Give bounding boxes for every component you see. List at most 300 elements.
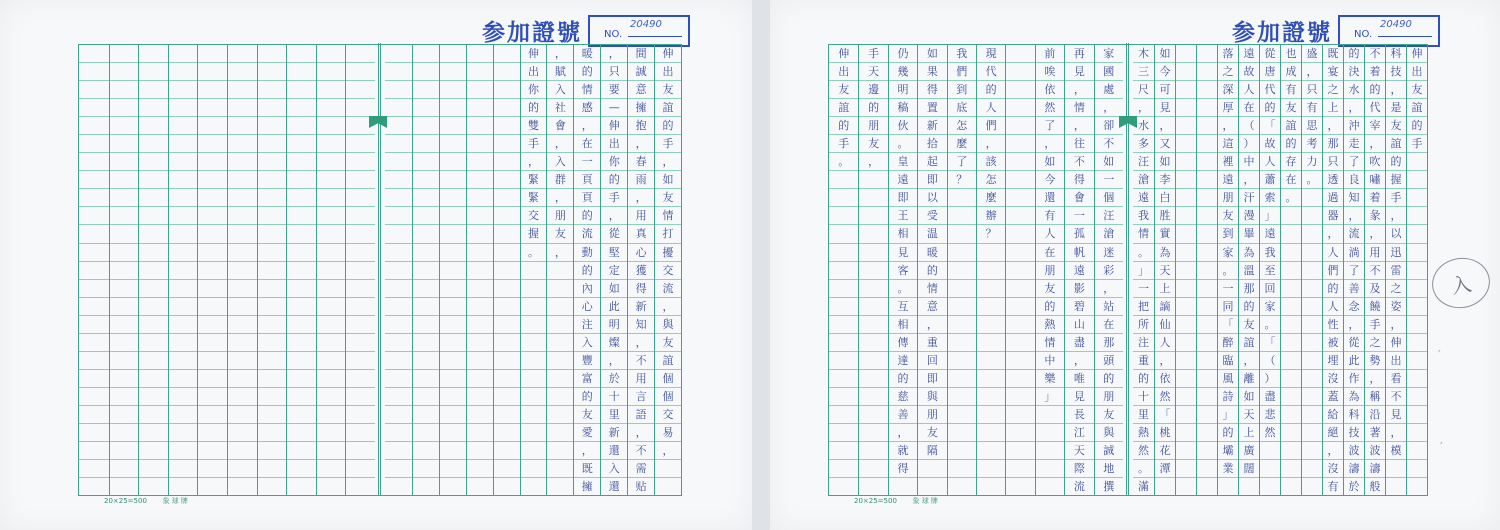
grid-column <box>1280 45 1301 495</box>
grid-cell <box>317 369 346 387</box>
grid-cell <box>1006 477 1034 495</box>
grid-cell <box>1006 459 1034 477</box>
grid-cell <box>110 351 139 369</box>
grid-cell: 如 <box>926 47 938 61</box>
grid-cell: 此 <box>1344 351 1364 369</box>
grid-cell <box>829 224 858 242</box>
grid-cell <box>1302 224 1322 242</box>
grid-cell: 們 <box>1323 261 1343 279</box>
grid-center-fold <box>1126 43 1129 495</box>
grid-cell <box>1197 45 1217 62</box>
grid-cell <box>494 333 520 351</box>
grid-cell <box>1302 369 1322 387</box>
grid-cell: 見 <box>889 243 917 261</box>
grid-cell <box>385 441 412 459</box>
grid-cell <box>346 351 375 369</box>
grid-cell: 的 <box>574 261 600 279</box>
grid-cell <box>346 333 375 351</box>
grid-cell <box>1006 188 1034 206</box>
grid-cell <box>1302 477 1322 495</box>
grid-column <box>976 45 1005 495</box>
grid-cell <box>977 387 1005 405</box>
grid-cell <box>139 224 168 242</box>
grid-cell: 在 <box>1095 315 1123 333</box>
grid-cell: 重 <box>1133 351 1154 369</box>
grid-cell <box>139 351 168 369</box>
grid-cell <box>198 170 227 188</box>
grid-cell: 還 <box>601 441 627 459</box>
grid-cell: 不 <box>1386 387 1406 405</box>
grid-cell: 心 <box>628 243 654 261</box>
grid-cell: 着 <box>1365 188 1385 206</box>
grid-cell: ， <box>1386 315 1406 333</box>
grid-cell: 雙 <box>521 116 547 134</box>
grid-cell: 之 <box>1323 80 1343 98</box>
grid-cell: 謫 <box>1155 297 1175 315</box>
grid-cell <box>228 134 257 152</box>
grid-cell: 友 <box>574 405 600 423</box>
grid-cell: 姿 <box>1386 297 1406 315</box>
grid-cell: 入 <box>547 152 573 170</box>
grid-cell: 」 <box>1036 387 1064 405</box>
grid-cell: 之 <box>1218 62 1238 80</box>
grid-cell <box>169 45 198 62</box>
grid-cell <box>1302 441 1322 459</box>
grid-cell <box>977 477 1005 495</box>
grid-cell: 新 <box>601 423 627 441</box>
grid-cell: 醉 <box>1218 333 1238 351</box>
grid-cell: 出 <box>601 134 627 152</box>
grid-cell: 的 <box>601 170 627 188</box>
grid-cell: 代 <box>1365 98 1385 116</box>
grid-column <box>345 45 375 495</box>
grid-cell <box>859 369 887 387</box>
grid-cell: 會 <box>1065 188 1093 206</box>
grid-cell: 站 <box>1095 297 1123 315</box>
grid-cell <box>169 315 198 333</box>
grid-cell <box>110 98 139 116</box>
grid-cell <box>169 206 198 224</box>
grid-cell <box>1176 224 1196 242</box>
grid-cell <box>413 134 439 152</box>
grid-cell <box>467 62 493 80</box>
grid-cell: 的 <box>829 116 858 134</box>
grid-cell: 還 <box>601 477 627 495</box>
grid-cell <box>1386 459 1406 477</box>
grid-cell <box>494 315 520 333</box>
grid-cell <box>1176 333 1196 351</box>
grid-cell <box>139 188 168 206</box>
grid-cell <box>317 279 346 297</box>
grid-cell: ， <box>601 206 627 224</box>
grid-cell: 既 <box>1327 47 1339 61</box>
grid-cell: ， <box>547 188 573 206</box>
grid-cell: 即 <box>889 188 917 206</box>
grid-column <box>1406 45 1427 495</box>
grid-cell: 伸 <box>1386 333 1406 351</box>
grid-cell <box>413 116 439 134</box>
grid-cell <box>440 333 466 351</box>
grid-cell <box>1176 387 1196 405</box>
grid-cell: ， <box>1365 134 1385 152</box>
grid-cell <box>1006 387 1034 405</box>
grid-cell: 一 <box>1218 279 1238 297</box>
grid-cell <box>287 98 316 116</box>
grid-cell <box>1197 170 1217 188</box>
grid-cell <box>467 477 493 495</box>
grid-cell <box>1006 351 1034 369</box>
grid-cell: 的 <box>655 116 681 134</box>
grid-cell <box>977 441 1005 459</box>
grid-cell <box>521 315 547 333</box>
grid-cell <box>859 188 887 206</box>
grid-cell: 得 <box>1065 170 1093 188</box>
grid-cell <box>198 98 227 116</box>
grid-cell <box>948 351 976 369</box>
grid-cell: 宰 <box>1365 116 1385 134</box>
stamp-label: 参加證號 <box>1232 19 1332 46</box>
grid-column <box>600 45 627 495</box>
grid-cell: 天 <box>1239 405 1259 423</box>
grid-cell <box>1197 206 1217 224</box>
grid-cell: 宴 <box>1323 62 1343 80</box>
grid-cell: 江 <box>1065 423 1093 441</box>
grid-cell: 交 <box>655 405 681 423</box>
grid-cell <box>258 188 287 206</box>
grid-column <box>858 45 887 495</box>
grid-cell: 得 <box>889 459 917 477</box>
grid-cell: 手 <box>1365 315 1385 333</box>
grid-cell <box>110 116 139 134</box>
grid-cell: 山 <box>1065 315 1093 333</box>
grid-cell <box>494 243 520 261</box>
grid-cell: 友 <box>1386 116 1406 134</box>
grid-cell: 實 <box>1155 224 1175 242</box>
grid-cell: 善 <box>1344 279 1364 297</box>
grid-cell <box>287 477 316 495</box>
grid-cell <box>494 62 520 80</box>
grid-cell: 般 <box>1365 477 1385 495</box>
grid-cell: 離 <box>1239 369 1259 387</box>
grid-cell <box>169 62 198 80</box>
grid-cell: 的 <box>1365 80 1385 98</box>
grid-cell <box>258 261 287 279</box>
grid-cell <box>317 80 346 98</box>
grid-cell <box>1302 297 1322 315</box>
grid-cell: ， <box>1386 80 1406 98</box>
grid-cell: 幾 <box>889 62 917 80</box>
grid-cell: 伸 <box>527 47 539 61</box>
grid-cell: 達 <box>889 351 917 369</box>
grid-cell: 。 <box>521 243 547 261</box>
grid-cell: 遠 <box>1065 261 1093 279</box>
grid-cell <box>346 477 375 495</box>
grid-cell <box>198 134 227 152</box>
grid-cell: 伙 <box>889 116 917 134</box>
grid-cell: ？ <box>977 224 1005 242</box>
grid-cell: 重 <box>918 333 946 351</box>
grid-cell: 今 <box>1155 62 1175 80</box>
grid-cell <box>110 459 139 477</box>
grid-cell: 走 <box>1344 134 1364 152</box>
grid-cell <box>198 423 227 441</box>
grid-cell: 人 <box>1239 80 1259 98</box>
grid-cell: 就 <box>889 441 917 459</box>
grid-cell: 春 <box>628 152 654 170</box>
grid-cell <box>385 45 412 62</box>
grid-cell <box>258 206 287 224</box>
grid-cell: 「 <box>1260 116 1280 134</box>
page-gutter <box>752 0 770 530</box>
grid-cell: 遠 <box>889 170 917 188</box>
grid-cell <box>1036 423 1064 441</box>
grid-cell <box>1281 423 1301 441</box>
grid-cell: ， <box>1155 116 1175 134</box>
grid-cell: 撰 <box>1095 477 1123 495</box>
grid-cell <box>287 243 316 261</box>
grid-cell <box>385 369 412 387</box>
grid-cell: 彩 <box>1095 261 1123 279</box>
grid-cell <box>829 333 858 351</box>
grid-cell <box>859 423 887 441</box>
grid-cell: 辦 <box>977 206 1005 224</box>
grid-cell <box>440 116 466 134</box>
grid-cell <box>287 170 316 188</box>
grid-cell <box>1197 423 1217 441</box>
grid-cell <box>859 387 887 405</box>
grid-cell <box>1176 116 1196 134</box>
grid-cell <box>1006 98 1034 116</box>
grid-cell: 畢 <box>1239 224 1259 242</box>
grid-cell <box>948 477 976 495</box>
grid-cell <box>110 387 139 405</box>
grid-cell <box>317 405 346 423</box>
grid-cell <box>346 170 375 188</box>
grid-cell <box>1197 369 1217 387</box>
grid-cell <box>79 459 109 477</box>
grid-cell <box>1281 297 1301 315</box>
grid-cell <box>1281 477 1301 495</box>
grid-cell: 作 <box>1344 369 1364 387</box>
grid-cell <box>139 80 168 98</box>
grid-cell <box>829 351 858 369</box>
grid-cell <box>829 315 858 333</box>
grid-cell: 情 <box>918 279 946 297</box>
grid-cell <box>317 387 346 405</box>
grid-cell: 朋 <box>859 116 887 134</box>
grid-cell <box>385 206 412 224</box>
grid-cell: ， <box>918 315 946 333</box>
grid-cell <box>859 441 887 459</box>
grid-cell <box>79 405 109 423</box>
grid-cell <box>494 170 520 188</box>
grid-cell: 。 <box>1281 188 1301 206</box>
grid-cell: 那 <box>1239 279 1259 297</box>
grid-cell: 依 <box>1036 80 1064 98</box>
grid-cell: 流 <box>574 224 600 242</box>
grid-cell <box>385 116 412 134</box>
grid-cell: 相 <box>889 315 917 333</box>
stamp-no-label: NO. <box>1354 28 1373 40</box>
grid-cell: 的 <box>574 387 600 405</box>
grid-cell <box>948 441 976 459</box>
grid-cell: ， <box>1065 351 1093 369</box>
grid-cell <box>385 477 412 495</box>
grid-cell: 人 <box>977 98 1005 116</box>
grid-cell <box>1407 315 1427 333</box>
grid-cell <box>1006 152 1034 170</box>
grid-cell: 不 <box>1065 152 1093 170</box>
grid-cell <box>859 315 887 333</box>
grid-cell <box>494 423 520 441</box>
grid-cell <box>977 261 1005 279</box>
grid-cell: 溫 <box>1239 261 1259 279</box>
grid-cell: 漫 <box>1239 206 1259 224</box>
grid-cell <box>467 98 493 116</box>
grid-cell: 知 <box>1344 188 1364 206</box>
grid-cell: 迅 <box>1386 243 1406 261</box>
grid-cell: 新 <box>628 297 654 315</box>
grid-cell: 滿 <box>1133 477 1154 495</box>
grid-right-half <box>385 45 681 495</box>
grid-cell: 擁 <box>574 477 600 495</box>
grid-cell <box>287 80 316 98</box>
grid-column <box>1005 45 1034 495</box>
grid-cell <box>287 188 316 206</box>
grid-cell <box>258 45 287 62</box>
grid-cell <box>1407 206 1427 224</box>
grid-cell: 感 <box>574 98 600 116</box>
grid-cell: 在 <box>1281 170 1301 188</box>
grid-cell: 一 <box>1065 206 1093 224</box>
grid-cell: 見 <box>1155 98 1175 116</box>
grid-cell <box>413 224 439 242</box>
grid-cell <box>547 351 573 369</box>
grid-cell: 需 <box>628 459 654 477</box>
grid-cell <box>1302 351 1322 369</box>
grid-cell <box>139 116 168 134</box>
grid-cell: 即 <box>918 369 946 387</box>
grid-cell <box>287 351 316 369</box>
grid-cell: 互 <box>889 297 917 315</box>
grid-cell <box>198 243 227 261</box>
grid-cell <box>258 98 287 116</box>
grid-cell: 的 <box>1386 152 1406 170</box>
grid-cell <box>287 387 316 405</box>
grid-cell: 如 <box>1159 47 1171 61</box>
grid-cell: 友 <box>1218 206 1238 224</box>
grid-cell <box>829 188 858 206</box>
grid-cell <box>1302 405 1322 423</box>
grid-cell <box>198 279 227 297</box>
grid-cell: 今 <box>1036 170 1064 188</box>
grid-cell: 友 <box>655 333 681 351</box>
grid-cell: ， <box>1365 369 1385 387</box>
grid-cell <box>413 152 439 170</box>
grid-cell: 一 <box>574 152 600 170</box>
grid-cell: 出 <box>829 62 858 80</box>
grid-cell <box>258 80 287 98</box>
grid-cell <box>494 387 520 405</box>
grid-cell <box>228 459 257 477</box>
grid-left-half <box>829 45 1123 495</box>
grid-cell <box>79 224 109 242</box>
grid-cell <box>79 261 109 279</box>
grid-cell <box>521 351 547 369</box>
grid-cell: ， <box>1239 351 1259 369</box>
grid-cell <box>228 333 257 351</box>
stamp-number-box <box>588 15 690 47</box>
grid-cell: 桃 <box>1155 423 1175 441</box>
grid-cell <box>258 333 287 351</box>
grid-cell: 稿 <box>889 98 917 116</box>
grid-cell <box>198 188 227 206</box>
grid-cell: 獲 <box>628 261 654 279</box>
grid-cell <box>198 351 227 369</box>
grid-cell <box>521 423 547 441</box>
grid-cell <box>228 116 257 134</box>
grid-cell: 置 <box>918 98 946 116</box>
grid-cell <box>977 243 1005 261</box>
grid-cell <box>1407 188 1427 206</box>
grid-cell: 」 <box>1260 206 1280 224</box>
grid-cell <box>413 351 439 369</box>
grid-cell <box>139 45 168 62</box>
grid-cell: 天 <box>1065 441 1093 459</box>
grid-cell <box>1197 315 1217 333</box>
grid-cell <box>1176 441 1196 459</box>
grid-cell <box>169 224 198 242</box>
grid-cell <box>1176 315 1196 333</box>
grid-cell: 豐 <box>574 351 600 369</box>
grid-cell <box>1197 243 1217 261</box>
grid-cell: 汪 <box>1095 206 1123 224</box>
grid-cell <box>258 315 287 333</box>
grid-cell: 從 <box>1264 47 1276 61</box>
grid-cell: 的 <box>521 98 547 116</box>
grid-cell <box>413 62 439 80</box>
grid-cell: 十 <box>601 387 627 405</box>
grid-cell <box>139 387 168 405</box>
grid-cell <box>79 80 109 98</box>
grid-cell: 到 <box>1218 224 1238 242</box>
grid-cell: 木 <box>1138 47 1149 61</box>
grid-cell <box>198 297 227 315</box>
grid-cell <box>440 243 466 261</box>
grid-cell <box>79 333 109 351</box>
grid-cell: 家 <box>1260 297 1280 315</box>
grid-cell <box>110 80 139 98</box>
grid-cell <box>413 369 439 387</box>
grid-cell: 手 <box>1407 134 1427 152</box>
grid-cell <box>1302 279 1322 297</box>
grid-cell <box>1407 441 1427 459</box>
grid-cell: 」 <box>1218 405 1238 423</box>
grid-cell: 出 <box>1407 62 1427 80</box>
grid-cell <box>1197 351 1217 369</box>
grid-cell: 流 <box>655 279 681 297</box>
grid-cell <box>139 62 168 80</box>
grid-cell: ， <box>1323 441 1343 459</box>
grid-cell <box>139 261 168 279</box>
grid-cell <box>413 333 439 351</box>
grid-cell <box>859 224 887 242</box>
grid-cell: 至 <box>1260 261 1280 279</box>
grid-cell <box>258 243 287 261</box>
grid-cell: 業 <box>1218 459 1238 477</box>
grid-cell <box>1281 315 1301 333</box>
grid-cell <box>467 441 493 459</box>
